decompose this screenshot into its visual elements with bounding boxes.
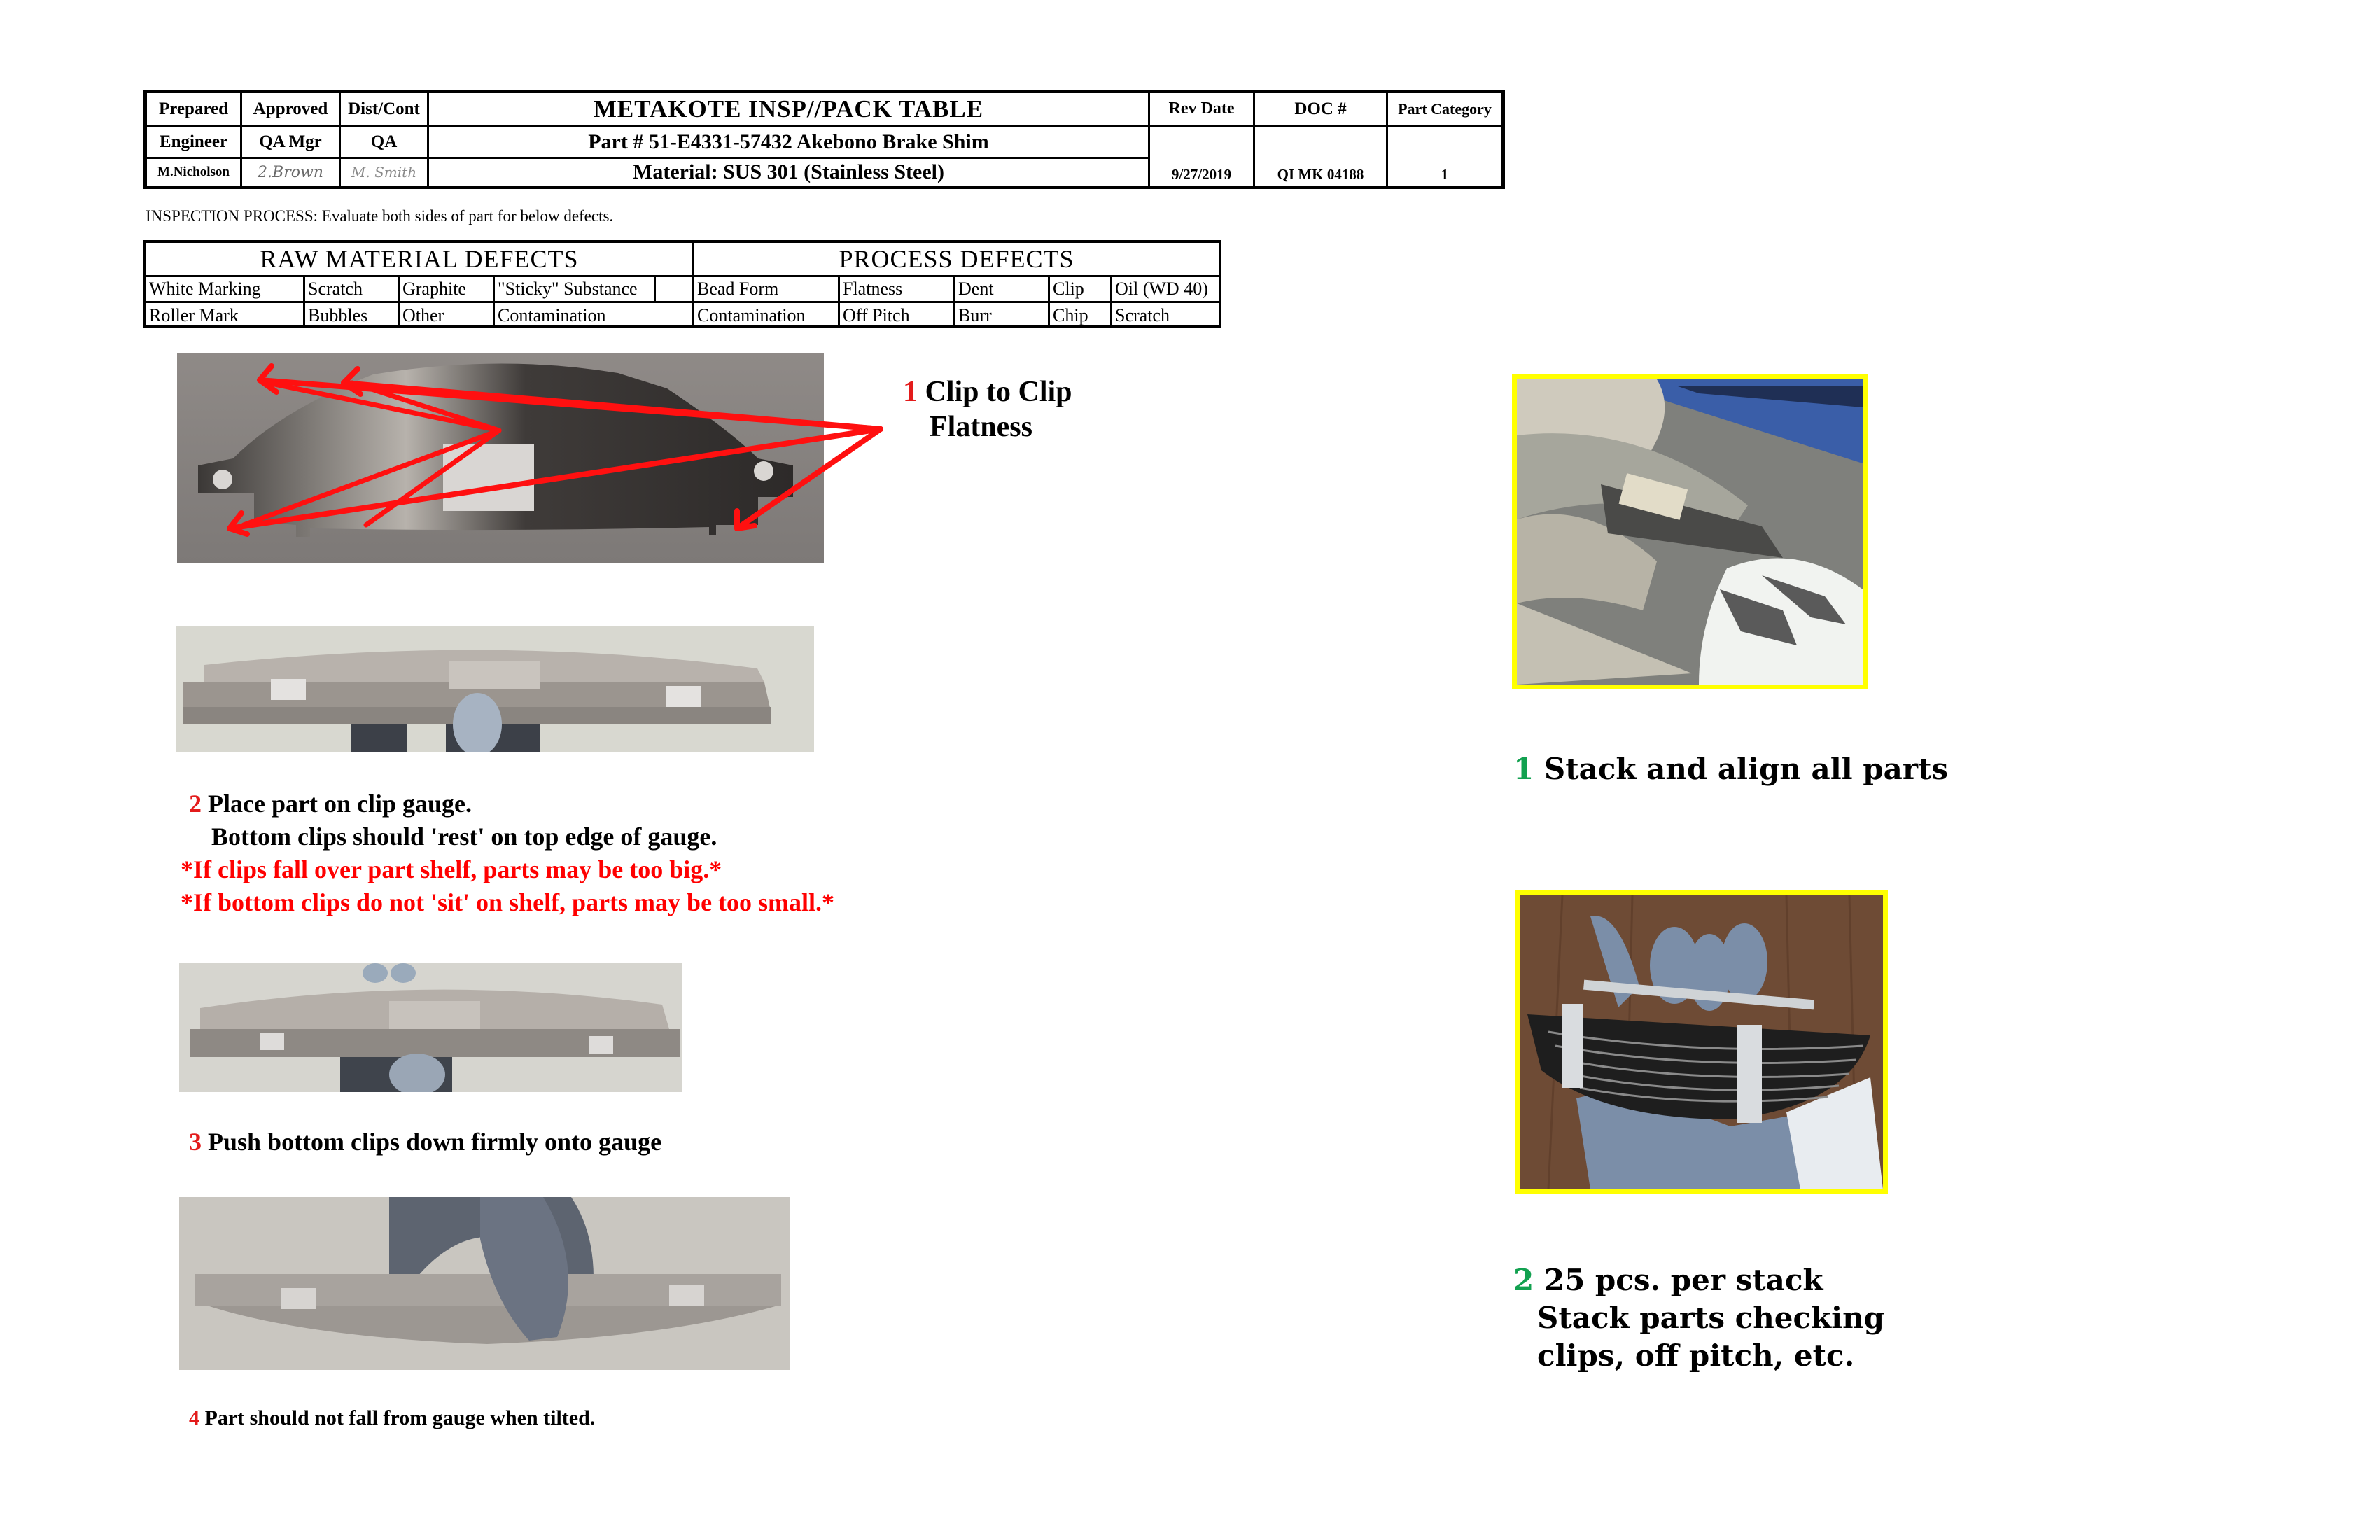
prepared-role: Engineer: [159, 132, 228, 151]
document-header-table: [144, 90, 1505, 189]
inspection-step-4-caption: [189, 1406, 595, 1431]
step-text-line: clips, off pitch, etc.: [1537, 1338, 1855, 1373]
defect-roller-mark: Roller Mark: [149, 304, 239, 326]
gauge-tilted-photo: [179, 1197, 790, 1370]
pack-step-2-caption: [1513, 1261, 1884, 1375]
step-text-line: Push bottom clips down firmly onto gauge: [208, 1128, 662, 1156]
defect-bead-form: Bead Form: [697, 279, 779, 299]
step-number: 2: [1513, 1263, 1534, 1297]
dist-cont-signature: M. Smith: [351, 164, 417, 181]
step-number: 4: [189, 1406, 200, 1429]
step-text-line: Part should not fall from gauge when tilted.: [204, 1406, 596, 1429]
stacking-illustration: [1517, 379, 1863, 685]
red-arrows: [177, 354, 912, 563]
part-number: Part # 51-E4331-57432 Akebono Brake Shim: [588, 130, 989, 153]
defect-oil: Oil (WD 40): [1115, 279, 1208, 299]
process-defects-title: PROCESS DEFECTS: [839, 245, 1074, 273]
defect-scratch: Scratch: [308, 279, 363, 299]
dist-cont-role: QA: [370, 132, 398, 151]
step-text-line: 25 pcs. per stack: [1544, 1263, 1823, 1297]
step-text-line: Flatness: [930, 411, 1032, 444]
step-text-line: Stack and align all parts: [1544, 752, 1948, 786]
step-number: 2: [189, 790, 202, 818]
approved-role: QA Mgr: [259, 132, 322, 151]
document-title: METAKOTE INSP//PACK TABLE: [593, 94, 984, 122]
step-number: 3: [189, 1128, 202, 1156]
defect-burr: Burr: [958, 304, 992, 326]
doc-number-label: DOC #: [1294, 99, 1347, 118]
defect-clip: Clip: [1053, 279, 1084, 299]
doc-number-value: QI MK 04188: [1277, 166, 1364, 183]
defect-flatness: Flatness: [843, 279, 903, 299]
defect-dent: Dent: [958, 279, 994, 299]
stack-illustration: [1520, 895, 1883, 1189]
stack-of-25-photo: [1516, 890, 1888, 1194]
inspection-step-3-caption: [189, 1127, 662, 1157]
step-text-line: Clip to Clip: [925, 376, 1072, 408]
stacking-parts-photo: [1512, 374, 1868, 690]
gauge-pushed-illustration: [179, 962, 682, 1092]
defect-chip: Chip: [1053, 304, 1088, 326]
approved-signature: 2.Brown: [258, 163, 323, 181]
step-text-line: Stack parts checking: [1537, 1301, 1884, 1335]
defect-white-marking: White Marking: [149, 279, 261, 299]
prepared-label: Prepared: [158, 99, 229, 118]
gauge-tilted-illustration: [179, 1197, 790, 1370]
clips-pushed-photo: [179, 962, 682, 1092]
approved-label: Approved: [253, 99, 328, 118]
divider: [1148, 125, 1502, 127]
material-spec: Material: SUS 301 (Stainless Steel): [633, 160, 944, 183]
inspection-process-instructions: INSPECTION PROCESS: Evaluate both sides of part for below defects.: [146, 207, 614, 225]
defect-sticky-substance: "Sticky" Substance: [498, 279, 638, 299]
inspection-step-2-caption: [181, 788, 835, 919]
part-on-gauge-photo: [176, 626, 814, 752]
prepared-signature: M.Nicholson: [158, 164, 230, 179]
step-text-line: Bottom clips should 'rest' on top edge of gauge.: [211, 822, 718, 850]
part-category-value: 1: [1441, 166, 1449, 183]
defect-contamination: Contamination: [498, 304, 606, 326]
defects-table: [144, 240, 1222, 328]
defect-process-scratch: Scratch: [1115, 304, 1170, 326]
rev-date-label: Rev Date: [1168, 99, 1235, 118]
gauge-illustration: [176, 626, 814, 752]
raw-material-defects-title: RAW MATERIAL DEFECTS: [260, 245, 579, 273]
step-number: 1: [903, 376, 918, 408]
defect-bubbles: Bubbles: [308, 304, 368, 326]
step-text-line: Place part on clip gauge.: [208, 790, 472, 818]
warning-too-big: *If clips fall over part shelf, parts may be too big.*: [181, 855, 722, 883]
defect-other: Other: [402, 304, 444, 326]
defect-graphite: Graphite: [402, 279, 466, 299]
inspection-step-1-caption: [903, 374, 1072, 445]
rev-date-value: 9/27/2019: [1171, 166, 1232, 183]
part-category-label: Part Category: [1398, 99, 1492, 118]
pack-step-1-caption: [1513, 752, 1948, 787]
defect-blank: [656, 277, 692, 301]
warning-too-small: *If bottom clips do not 'sit' on shelf, parts may be too small.*: [181, 888, 835, 916]
dist-cont-label: Dist/Cont: [348, 99, 420, 118]
step-number: 1: [1513, 752, 1534, 786]
defect-off-pitch: Off Pitch: [843, 304, 910, 326]
defect-process-contamination: Contamination: [697, 304, 806, 326]
